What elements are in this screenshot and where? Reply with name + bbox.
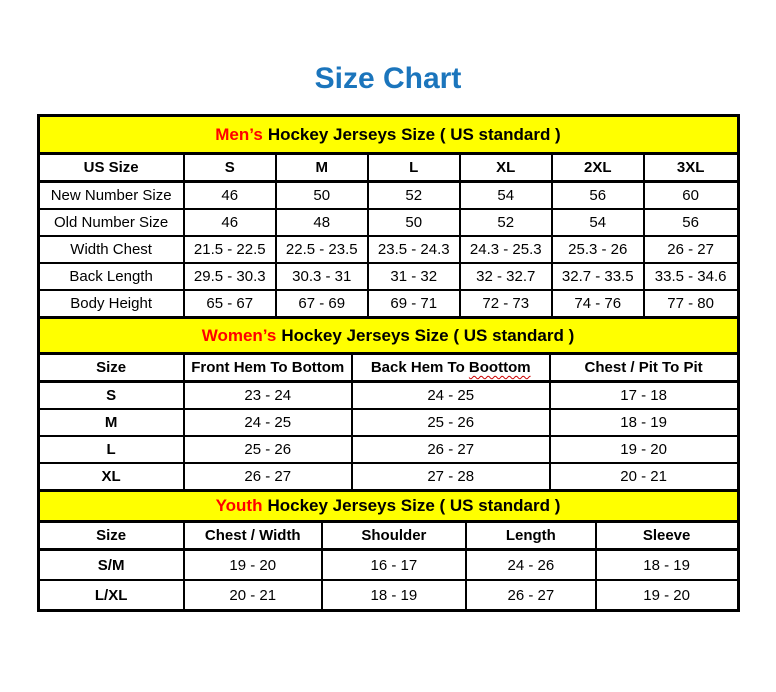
cell: 19 - 20 xyxy=(184,550,322,581)
youth-header-row xyxy=(40,523,737,550)
cell: 25 - 26 xyxy=(352,409,550,436)
col-header-m: M xyxy=(276,155,368,182)
col-header-us-size: US Size xyxy=(40,155,184,182)
col-header-xl: XL xyxy=(460,155,552,182)
cell: 69 - 71 xyxy=(368,290,460,316)
row-label: Body Height xyxy=(40,290,184,316)
size-chart-table xyxy=(37,114,740,612)
womens-highlight-label: Women’s xyxy=(201,325,277,345)
size-label: XL xyxy=(40,463,184,489)
cell: 26 - 27 xyxy=(466,580,596,609)
cell: 30.3 - 31 xyxy=(276,263,368,290)
col-header-chest-width: Chest / Width xyxy=(184,523,322,550)
cell: 23.5 - 24.3 xyxy=(368,236,460,263)
col-header-front-hem: Front Hem To Bottom xyxy=(184,355,352,382)
youth-header-label: Hockey Jerseys Size ( US standard ) xyxy=(267,496,561,515)
cell: 27 - 28 xyxy=(352,463,550,489)
cell: 26 - 27 xyxy=(184,463,352,489)
row-label: Old Number Size xyxy=(40,209,184,236)
col-header-l: L xyxy=(368,155,460,182)
womens-section-header xyxy=(40,316,737,355)
table-row-width-chest xyxy=(40,236,737,263)
womens-header-row xyxy=(40,355,737,382)
cell: 72 - 73 xyxy=(460,290,552,316)
col-header-shoulder: Shoulder xyxy=(322,523,466,550)
size-label: M xyxy=(40,409,184,436)
mens-section-header xyxy=(40,117,737,155)
cell: 26 - 27 xyxy=(644,236,737,263)
size-label: L/XL xyxy=(40,580,184,609)
cell: 46 xyxy=(184,182,276,210)
size-label: S/M xyxy=(40,550,184,581)
col-header-chest-pit: Chest / Pit To Pit xyxy=(550,355,737,382)
cell: 25 - 26 xyxy=(184,436,352,463)
size-label: L xyxy=(40,436,184,463)
table-row-youth-lxl xyxy=(40,580,737,609)
row-label: Width Chest xyxy=(40,236,184,263)
cell: 46 xyxy=(184,209,276,236)
youth-highlight-label: Youth xyxy=(215,496,263,515)
row-label: Back Length xyxy=(40,263,184,290)
cell: 19 - 20 xyxy=(550,436,737,463)
cell: 50 xyxy=(368,209,460,236)
size-label: S xyxy=(40,382,184,410)
cell: 24.3 - 25.3 xyxy=(460,236,552,263)
table-row-youth-sm xyxy=(40,550,737,581)
cell: 52 xyxy=(460,209,552,236)
mens-highlight-label: Men’s xyxy=(215,124,263,144)
table-row-new-number-size xyxy=(40,182,737,210)
table-row-women-s xyxy=(40,382,737,410)
col-header-sleeve: Sleeve xyxy=(596,523,737,550)
cell: 31 - 32 xyxy=(368,263,460,290)
cell: 29.5 - 30.3 xyxy=(184,263,276,290)
table-row-women-l xyxy=(40,436,737,463)
cell: 26 - 27 xyxy=(352,436,550,463)
row-label: New Number Size xyxy=(40,182,184,210)
cell: 23 - 24 xyxy=(184,382,352,410)
cell: 18 - 19 xyxy=(596,550,737,581)
cell: 74 - 76 xyxy=(552,290,644,316)
cell: 67 - 69 xyxy=(276,290,368,316)
cell: 48 xyxy=(276,209,368,236)
cell: 56 xyxy=(644,209,737,236)
col-header-length: Length xyxy=(466,523,596,550)
cell: 18 - 19 xyxy=(322,580,466,609)
cell: 60 xyxy=(644,182,737,210)
col-header-s: S xyxy=(184,155,276,182)
cell: 18 - 19 xyxy=(550,409,737,436)
cell: 65 - 67 xyxy=(184,290,276,316)
womens-header-label: Hockey Jerseys Size ( US standard ) xyxy=(281,325,575,345)
mens-header-row xyxy=(40,155,737,182)
table-row-back-length xyxy=(40,263,737,290)
cell: 20 - 21 xyxy=(550,463,737,489)
cell: 54 xyxy=(552,209,644,236)
col-header-back-hem xyxy=(352,355,550,382)
cell: 32.7 - 33.5 xyxy=(552,263,644,290)
womens-size-table xyxy=(40,355,737,489)
col-header-2xl: 2XL xyxy=(552,155,644,182)
cell: 77 - 80 xyxy=(644,290,737,316)
mens-header-label: Hockey Jerseys Size ( US standard ) xyxy=(267,124,561,144)
cell: 24 - 26 xyxy=(466,550,596,581)
cell: 22.5 - 23.5 xyxy=(276,236,368,263)
cell: 50 xyxy=(276,182,368,210)
back-hem-prefix: Back Hem To xyxy=(370,359,465,376)
cell: 54 xyxy=(460,182,552,210)
cell: 16 - 17 xyxy=(322,550,466,581)
cell: 33.5 - 34.6 xyxy=(644,263,737,290)
cell: 25.3 - 26 xyxy=(552,236,644,263)
cell: 17 - 18 xyxy=(550,382,737,410)
mens-size-table xyxy=(40,155,737,316)
col-header-size: Size xyxy=(40,355,184,382)
youth-size-table xyxy=(40,523,737,609)
col-header-3xl: 3XL xyxy=(644,155,737,182)
table-row-old-number-size xyxy=(40,209,737,236)
cell: 32 - 32.7 xyxy=(460,263,552,290)
cell: 24 - 25 xyxy=(184,409,352,436)
cell: 21.5 - 22.5 xyxy=(184,236,276,263)
page-title: Size Chart xyxy=(314,62,462,95)
cell: 19 - 20 xyxy=(596,580,737,609)
cell: 20 - 21 xyxy=(184,580,322,609)
table-row-women-m xyxy=(40,409,737,436)
back-hem-misspelled-word: Boottom xyxy=(468,359,531,376)
youth-section-header xyxy=(40,489,737,523)
table-row-women-xl xyxy=(40,463,737,489)
cell: 56 xyxy=(552,182,644,210)
cell: 52 xyxy=(368,182,460,210)
col-header-size: Size xyxy=(40,523,184,550)
table-row-body-height xyxy=(40,290,737,316)
cell: 24 - 25 xyxy=(352,382,550,410)
